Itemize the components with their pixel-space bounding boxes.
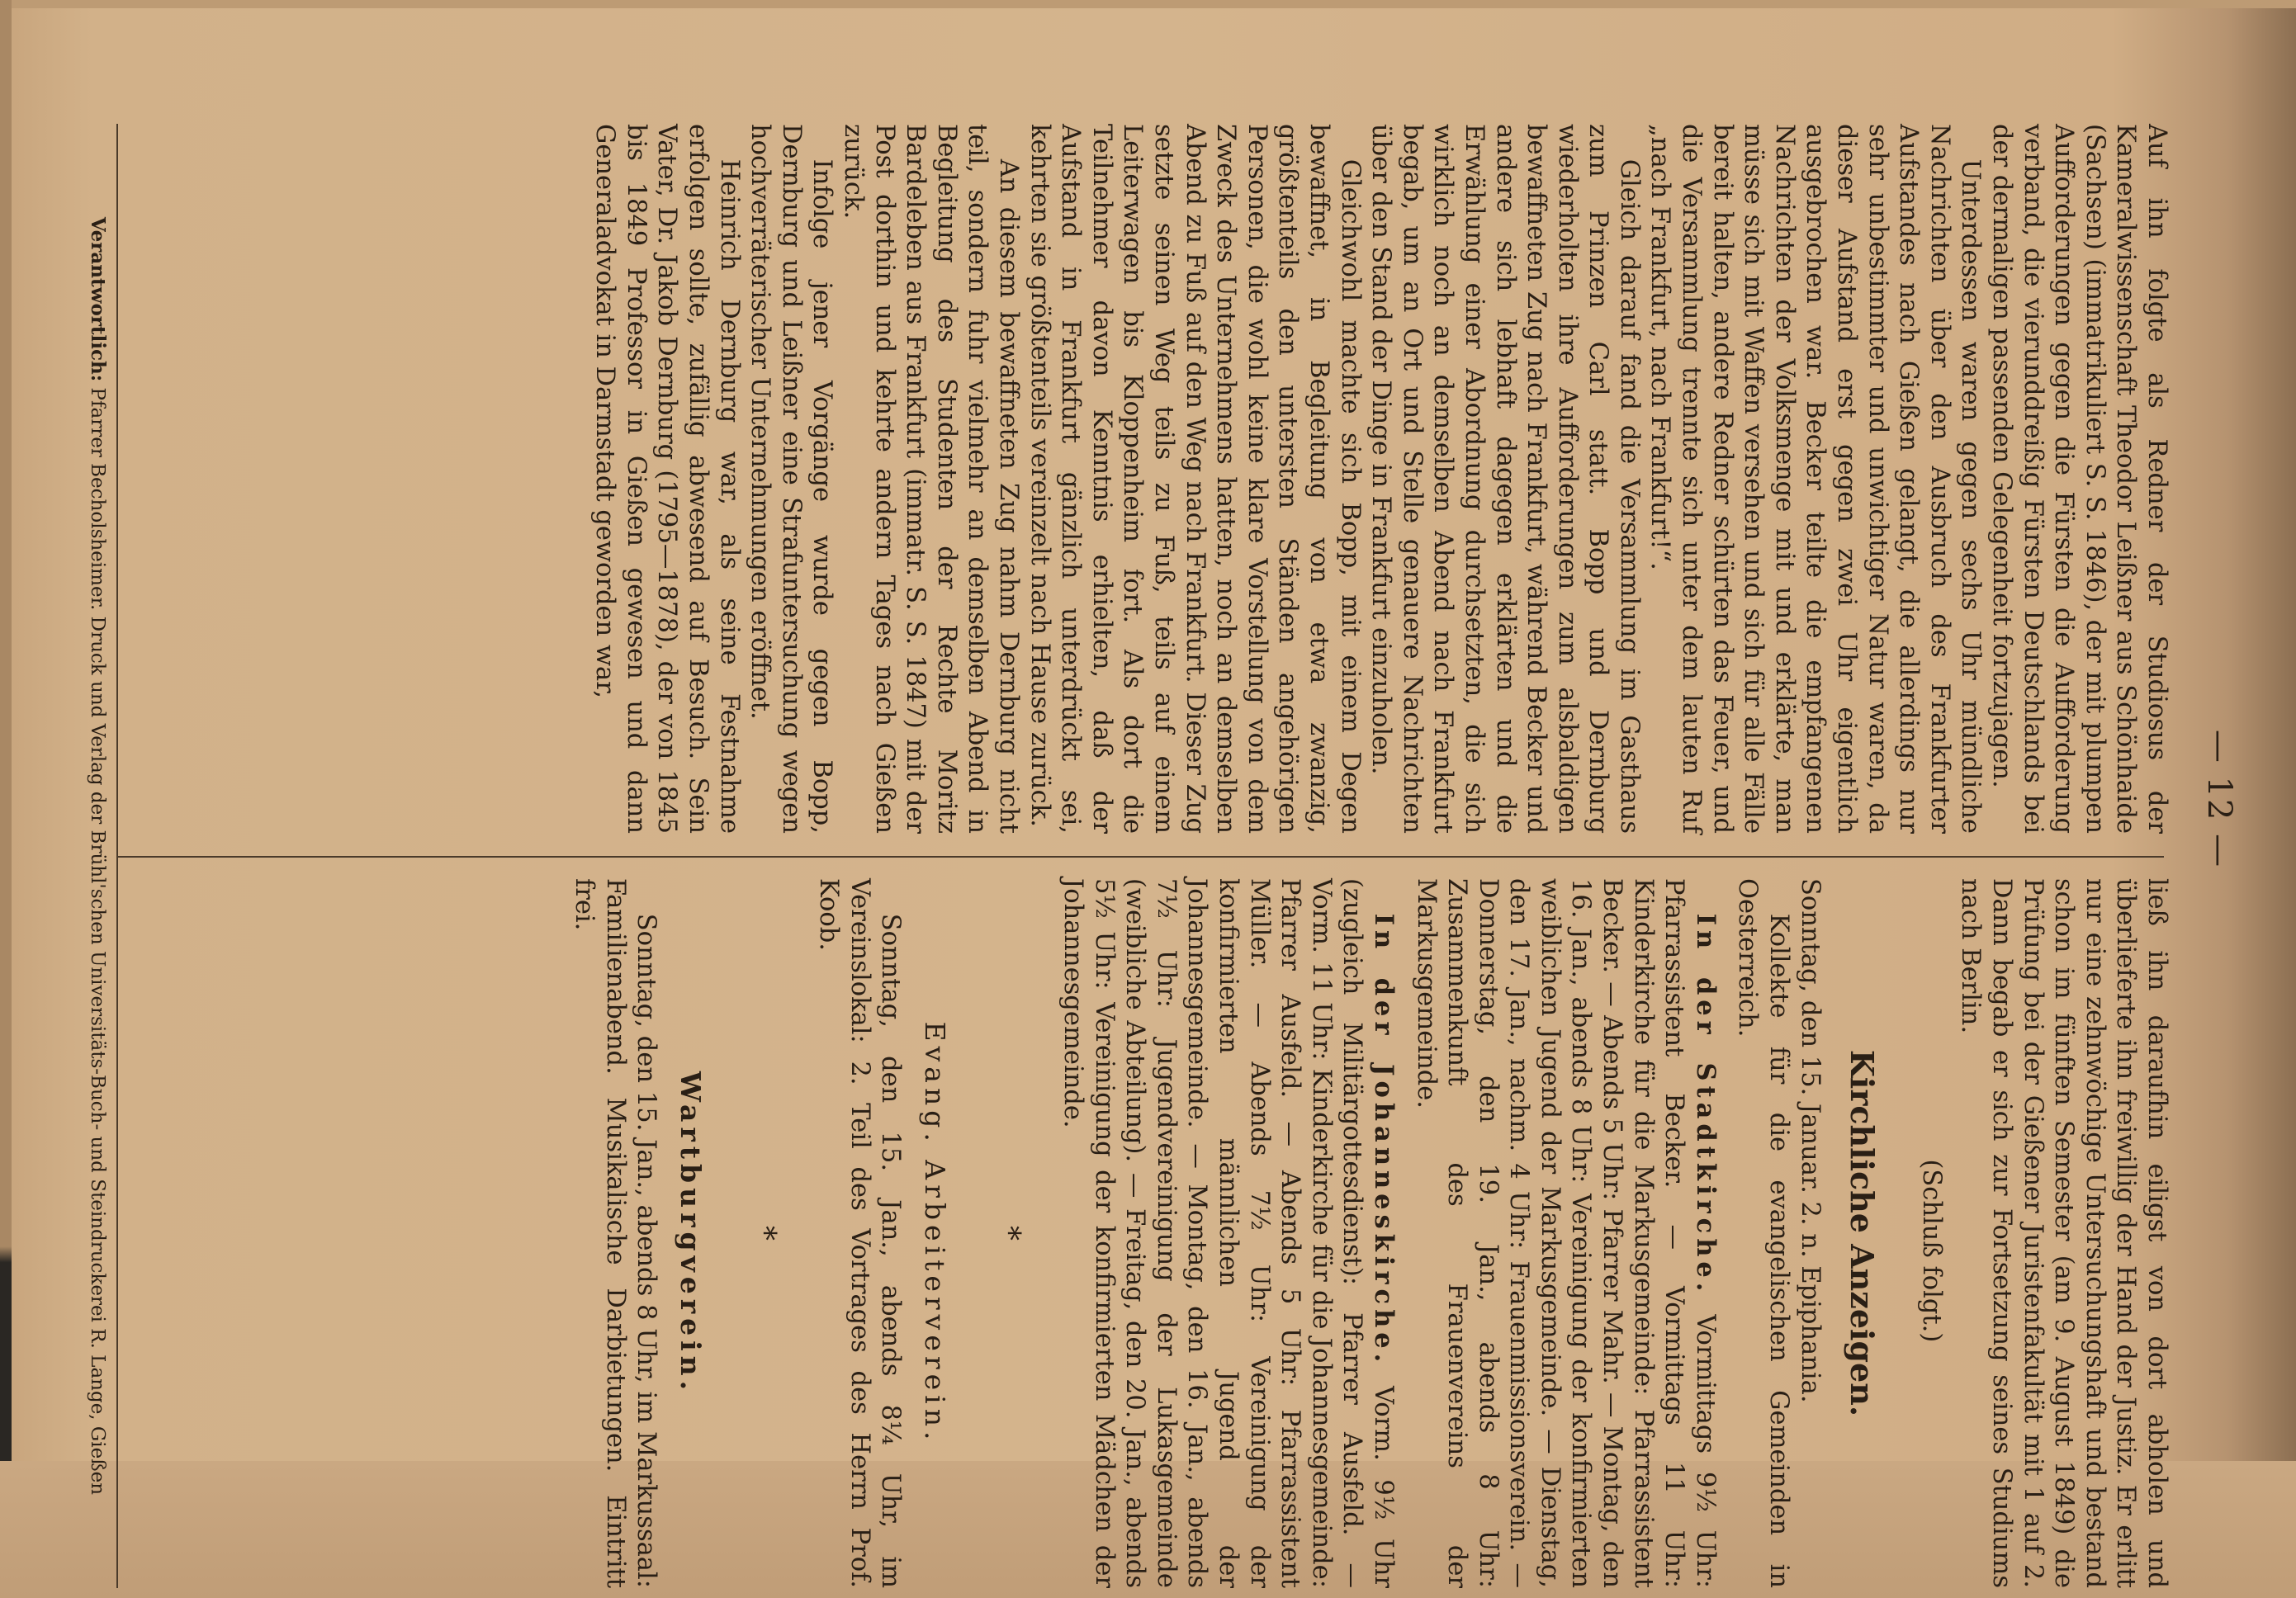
paragraph: ließ ihn daraufhin eiligst von dort abholen und überlieferte ihn freiwillig der Hand der Justiz. Er erlitt nur eine zehnwöchige Untersuchungshaft und bestand schon im fünften Semester (am 9. August 1849) die Prüfung bei der Gießener Juristenfakultät mit 1 auf 2. Dann begab er sich zur Fortsetzung seines Studiums nach Berlin. [1956,878,2171,1588]
page-number: — 12 — [2200,729,2238,869]
footer-rule [116,124,118,1588]
paragraph: Gleich darauf fand die Versammlung im Gasthaus zum Prinzen Carl statt. Bopp und Dernburg wiederholten ihre Aufforderungen zum alsbaldigen bewaffneten Zug nach Frankfurt, während Becker und andere sich lebhaft dagegen erklärten und die Erwählung einer Abordnung durchsetzten, die sich wirklich noch an demselben Abend nach Frankfurt begab, um an Ort und Stelle genauere Nachrichten über den Stand der Dinge in Frankfurt einzuholen. [1366,124,1644,834]
sunday-line: Sonntag, den 15. Januar. 2. n. Epiphania. [1795,878,1825,1403]
johanneskirche-text: Vorm. 9½ Uhr (zugleich Militärgottesdienst): Pfarrer Ausfeld. — Vorm. 11 Uhr: Kinderkirche für die Johannesgemeinde: Pfarrer Ausfeld. — Abends 5 Uhr: Pfarrassistent Müller. — Abends 7½ Uhr: Vereinigung der konfirmierten männlichen Jugend der Johannesgemeinde. — Montag, den 16. Jan., abends 7½ Uhr: Jugendvereinigung der Lukasgemeinde (weibliche Abteilung). — Freitag, den 20. Jan., abends 5½ Uhr: Vereinigung der konfirmierten Mädchen der Johannesgemeinde. [1058,878,1398,1588]
paragraph: Unterdessen waren gegen sechs Uhr mündliche Nachrichten über den Ausbruch des Frankfurter Aufstandes nach Gießen gelangt, die allerdings nur sehr unbestimmter und unwichtiger Natur waren, da dieser Aufstand erst gegen zwei Uhr eigentlich ausgebrochen war. Becker teilte die empfangenen Nachrichten der Volksmenge mit und erklärte, man müsse sich mit Waffen versehen und sich für alle Fälle bereit halten, andere Redner schürten das Feuer, und die Versammlung trennte sich unter dem lauten Ruf „nach Frankfurt, nach Frankfurt!“. [1645,124,1986,834]
continued-note: (Schluß folgt.) [1916,1159,1946,1343]
left-column [589,124,2172,834]
collection-note: Kollekte für die evangelischen Gemeinden in Oesterreich. [1733,878,1794,1588]
separator-asterisk: * [747,1226,782,1241]
paragraph: An diesem bewaffneten Zug nahm Dernburg nicht teil, sondern fuhr vielmehr an demselben Abend in Begleitung des Studenten der Rechte Moritz Bardeleben aus Frankfurt (immatr. S. S. 1847) mit der Post dorthin und kehrte andern Tages nach Gießen zurück. [839,124,1024,834]
right-column [568,878,2172,1588]
wartburgverein-text: Sonntag, den 15. Jan., abends 8 Uhr, im Markussaal: Familienabend. Musikalische Darbietungen. Eintritt frei. [570,878,661,1588]
imprint-label: Verantwortlich: [87,216,109,382]
wartburgverein-heading: Wartburgverein. [674,1071,707,1396]
paragraph: Gleichwohl machte sich Bopp, mit einem Degen bewaffnet, in Begleitung von etwa zwanzig, größtenteils den untersten Ständen angehörigen Personen, die wohl keine klare Vorstellung von dem Zweck des Unternehmens hatten, noch an demselben Abend zu Fuß auf den Weg nach Frankfurt. Dieser Zug setzte seinen Weg teils zu Fuß, teils auf einem Leiterwagen bis Kloppenheim fort. Als dort die Teilnehmer davon Kenntnis erhielten, daß der Aufstand in Frankfurt gänzlich unterdrückt sei, kehrten sie größtenteils vereinzelt nach Hause zurück. [1025,124,1365,834]
imprint-footer [85,124,110,1588]
imprint-text: Pfarrer Becholsheimer. Druck und Verlag der Brühl'schen Universitäts-Buch- und Steindruckerei R. Lange, Gießen [87,387,108,1496]
arbeiterverein-heading: Evang. Arbeiterverein. [918,1021,951,1445]
stadtkirche-label: In der Stadtkirche. [1690,913,1721,1297]
section-heading: Kirchliche Anzeigen. [1844,1049,1882,1417]
arbeiterverein-text: Sonntag, den 15. Jan., abends 8¼ Uhr, im Vereinslokal: 2. Teil des Vortrages des Herrn Prof. Koob. [814,878,906,1588]
paragraph: Auf ihn folgte als Redner der Studiosus der Kameralwissenschaft Theodor Leißner aus Schönhaide (Sachsen) (immatrikuliert S. S. 1846), der mit plumpen Aufforderungen gegen die Fürsten die Aufforderung verband, die vierunddreißig Fürsten Deutschlands bei der dermaligen passenden Gelegenheit fortzujagen. [1987,124,2171,834]
separator-asterisk: * [992,1226,1026,1241]
paragraph: Infolge jener Vorgänge wurde gegen Bopp, Dernburg und Leißner eine Strafuntersuchung wegen hochverräterischer Unternehmungen eröffnet. [746,124,837,834]
column-divider [116,856,2164,858]
johanneskirche-entry [1057,878,1399,1588]
stadtkirche-entry [1410,878,1721,1588]
stadtkirche-text: Vormittags 9½ Uhr: Pfarrassistent Becker. — Vormittags 11 Uhr: Kinderkirche für die Markusgemeinde: Pfarrassistent Becker. — Abends 5 Uhr: Pfarrer Mahr. — Montag, den 16. Jan., abends 8 Uhr: Vereinigung der konfirmierten weiblichen Jugend der Markusgemeinde. — Dienstag, den 17. Jan., nachm. 4 Uhr: Frauenmissionsverein. — Donnerstag, den 19. Jan., abends 8 Uhr: Zusammenkunft des Frauenvereins der Markusgemeinde. [1411,878,1720,1589]
paragraph: Heinrich Dernburg war, als seine Festnahme erfolgen sollte, zufällig abwesend auf Besuch. Sein Vater, Dr. Jakob Dernburg (1795—1878), der von 1845 bis 1849 Professor in Gießen gewesen und dann Generaladvokat in Darmstadt geworden war, [590,124,744,834]
johanneskirche-label: In der Johanneskirche. [1368,913,1399,1368]
